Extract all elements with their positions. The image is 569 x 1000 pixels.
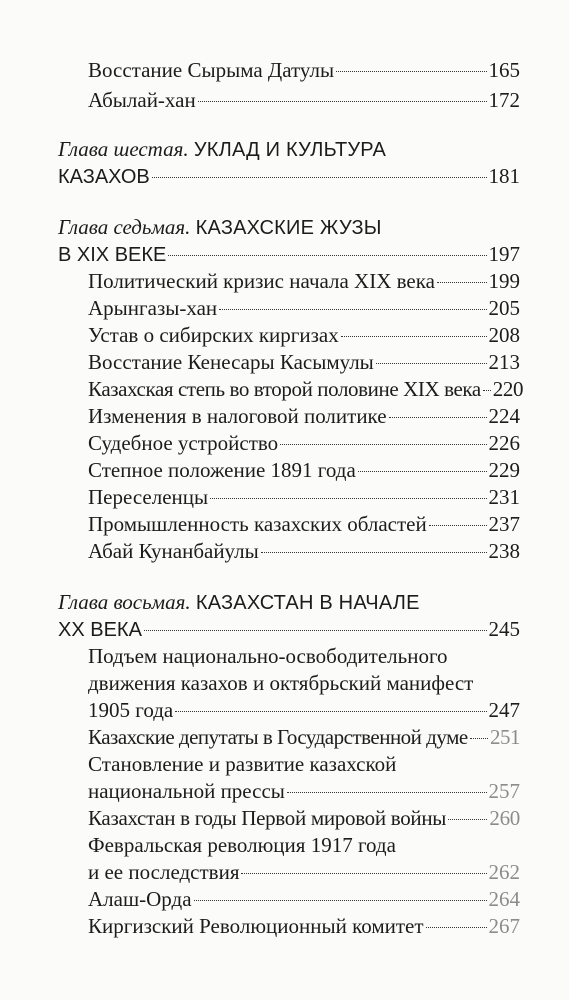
toc-entry — [88, 295, 520, 321]
toc-entry — [88, 724, 520, 750]
dot-leader — [241, 873, 486, 874]
dot-leader — [219, 309, 486, 310]
toc-entry — [88, 805, 520, 831]
chapter-label: Глава шестая. — [58, 137, 189, 161]
dot-leader — [341, 336, 487, 337]
entry-page: 237 — [488, 512, 520, 536]
entry-page: 251 — [490, 725, 520, 749]
entry-title-line: и ее последствия — [88, 860, 240, 884]
dot-leader — [175, 711, 486, 712]
entry-title: Алаш-Орда — [88, 887, 192, 911]
entry-title: Переселенцы — [88, 485, 209, 509]
toc-entry — [88, 886, 520, 912]
toc-entry — [88, 778, 520, 804]
toc-entry — [88, 457, 520, 483]
dot-leader — [470, 738, 488, 739]
entry-page: 229 — [488, 458, 520, 482]
toc-entry — [88, 376, 524, 402]
entry-page: 205 — [488, 296, 520, 320]
toc-entry — [88, 322, 520, 348]
entry-page: 231 — [488, 485, 520, 509]
entry-page: 267 — [488, 914, 520, 938]
dot-leader — [287, 792, 487, 793]
chapter-title: УКЛАД И КУЛЬТУРА — [193, 139, 387, 161]
entry-title: Казахские депутаты в Государственной думе — [88, 725, 468, 749]
entry-title: Политический кризис начала XIX века — [88, 269, 435, 293]
toc-entry — [88, 511, 520, 537]
entry-page: 260 — [489, 806, 520, 830]
toc-entry — [88, 859, 520, 885]
toc-entry — [88, 403, 520, 429]
chapter-title: КАЗАХСТАН В НАЧАЛЕ — [195, 592, 420, 614]
dot-leader — [144, 630, 487, 631]
toc-entry — [88, 57, 520, 83]
dot-leader — [437, 282, 487, 283]
entry-page: 199 — [488, 269, 520, 293]
dot-leader — [429, 525, 487, 526]
entry-page: 172 — [488, 88, 520, 112]
chapter-label: Глава восьмая. — [58, 590, 191, 614]
entry-title-line: Становление и развитие казахской — [88, 752, 397, 776]
dot-leader — [152, 177, 487, 178]
entry-page: 245 — [488, 617, 520, 641]
entry-page: 165 — [488, 58, 520, 82]
dot-leader — [194, 900, 487, 901]
entry-title: Казахстан в годы Первой мировой войны — [88, 806, 447, 830]
entry-title: Абай Кунанбайулы — [88, 539, 259, 563]
entry-page: 181 — [488, 164, 520, 188]
chapter-title-entry — [58, 241, 520, 267]
dot-leader — [261, 552, 487, 553]
toc-entry — [88, 349, 520, 375]
entry-page: 208 — [488, 323, 520, 347]
dot-leader — [198, 101, 487, 102]
entry-title-line: 1905 года — [88, 698, 174, 722]
entry-title: Арынгазы-хан — [88, 296, 218, 320]
toc-entry — [88, 268, 520, 294]
chapter-heading — [58, 589, 520, 615]
entry-title-line: Подъем национально-освободительного — [88, 644, 448, 668]
entry-title-line: Февральская революция 1917 года — [88, 833, 396, 857]
entry-title: Судебное устройство — [88, 431, 279, 455]
entry-page: 247 — [488, 698, 520, 722]
entry-title: Изменения в налоговой политике — [88, 404, 387, 428]
toc-entry — [88, 697, 520, 723]
dot-leader — [358, 471, 487, 472]
entry-page: 197 — [488, 242, 520, 266]
entry-page: 226 — [488, 431, 520, 455]
entry-page: 238 — [488, 539, 520, 563]
dot-leader — [336, 71, 486, 72]
toc-entry — [88, 87, 520, 113]
entry-title: Киргизский Революционный комитет — [88, 914, 424, 938]
entry-title-line: национальной прессы — [88, 779, 285, 803]
entry-title: Устав о сибирских киргизах — [88, 323, 339, 347]
chapter-title-cont: В XIX ВЕКЕ — [58, 244, 167, 266]
chapter-title: КАЗАХСКИЕ ЖУЗЫ — [195, 217, 382, 239]
entry-page: 257 — [488, 779, 520, 803]
chapter-title-cont: XX ВЕКА — [58, 619, 142, 641]
entry-title: Казахская степь во второй половине XIX века — [88, 377, 481, 401]
toc-entry — [88, 430, 520, 456]
entry-title: Абылай-хан — [88, 88, 196, 112]
toc-entry — [88, 538, 520, 564]
dot-leader — [376, 363, 487, 364]
dot-leader — [448, 819, 487, 820]
entry-page: 213 — [488, 350, 520, 374]
chapter-title-entry — [58, 616, 520, 642]
entry-title: Промышленность казахских областей — [88, 512, 427, 536]
chapter-label: Глава седьмая. — [58, 215, 191, 239]
entry-title: Степное положение 1891 года — [88, 458, 356, 482]
entry-page: 224 — [488, 404, 520, 428]
chapter-title-entry — [58, 163, 520, 189]
chapter-heading — [58, 136, 520, 162]
entry-title: Восстание Кенесары Касымулы — [88, 350, 374, 374]
entry-page: 220 — [492, 377, 524, 401]
entry-title-line: движения казахов и октябрьский манифест — [88, 671, 474, 695]
chapter-heading — [58, 214, 520, 240]
toc-entry — [88, 913, 520, 939]
entry-page: 264 — [488, 887, 520, 911]
dot-leader — [168, 255, 486, 256]
entry-page: 262 — [488, 860, 520, 884]
dot-leader — [210, 498, 486, 499]
dot-leader — [483, 390, 491, 391]
dot-leader — [280, 444, 486, 445]
chapter-title-cont: КАЗАХОВ — [58, 166, 150, 188]
dot-leader — [389, 417, 487, 418]
dot-leader — [426, 927, 487, 928]
entry-title: Восстание Сырыма Датулы — [88, 58, 335, 82]
toc-entry — [88, 484, 520, 510]
